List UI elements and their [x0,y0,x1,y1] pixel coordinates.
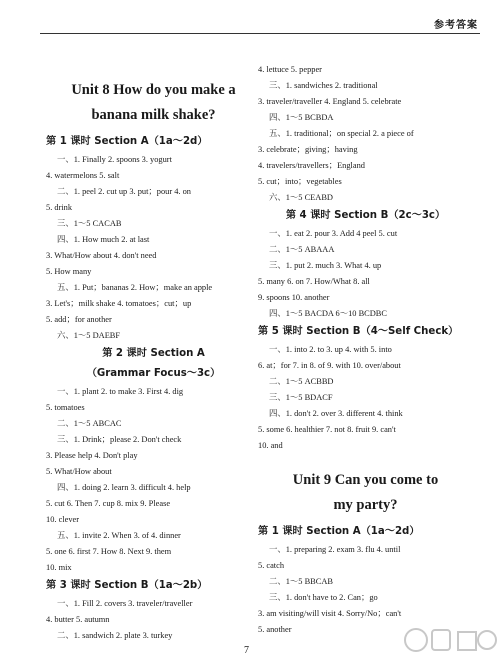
answer-line: 四、1. don't 2. over 3. different 4. think [269,409,403,418]
lesson-heading: 第 1 课时 Section A（1a～2d） [258,526,420,537]
left-column [46,78,261,644]
answer-line: 5. another [258,625,292,634]
answer-line: 三、1. Drink；please 2. Don't check [57,435,182,444]
lesson-heading: 第 4 课时 Section B（2c～3c） [285,210,446,221]
answer-line: 二、1. sandwich 2. plate 3. turkey [57,631,173,640]
answer-line: 三、1. sandwiches 2. traditional [269,81,378,90]
answer-line: 三、1. don't have to 2. Can；go [269,593,378,602]
lesson-heading: 第 5 课时 Section B（4～Self Check） [258,326,459,337]
answer-line: 5. many 6. on 7. How/What 8. all [258,277,370,286]
answer-line: 5. How many [46,267,92,276]
spacer [258,454,473,468]
answer-line: 五、1. Put；bananas 2. How；make an apple [57,283,213,292]
answer-line: 4. watermelons 5. salt [46,171,120,180]
unit-title: Unit 8 How do you make a [71,82,236,98]
answer-line: 3. Please help 4. Don't play [46,451,138,460]
lesson-heading: 第 2 课时 Section A [102,348,205,359]
answer-line: 二、1～5 ABAAA [269,245,335,254]
answer-line: 3. celebrate；giving；having [258,145,358,154]
page-number: 7 [244,645,249,656]
answer-line: 10. mix [46,563,72,572]
section-label: 参考答案 [434,20,478,31]
answer-line: 5. What/How about [46,467,112,476]
answer-line: 一、1. plant 2. to make 3. First 4. dig [57,387,184,396]
answer-line: 5. catch [258,561,285,570]
answer-line: 9. spoons 10. another [258,293,330,302]
answer-line: 3. traveler/traveller 4. England 5. celebrate [258,97,402,106]
answer-line: 三、1～5 CACAB [57,219,122,228]
answer-line: 4. travelers/travellers；England [258,161,365,170]
lesson-heading: 第 1 课时 Section A（1a～2d） [46,136,208,147]
answer-line: 四、1. doing 2. learn 3. difficult 4. help [57,483,191,492]
unit-title: Unit 9 Can you come to [292,472,439,488]
answer-line: 四、1. How much 2. at last [57,235,150,244]
answer-line: 六、1～5 CEABD [269,193,333,202]
answer-line: 5. some 6. healthier 7. not 8. fruit 9. can't [258,425,396,434]
answer-line: 3. What/How about 4. don't need [46,251,157,260]
lesson-heading: （Grammar Focus～3c） [86,368,221,379]
answer-line: 5. tomatoes [46,403,85,412]
answer-line: 五、1. traditional；on special 2. a piece of [269,129,414,138]
answer-line: 二、1. peel 2. cut up 3. put；pour 4. on [57,187,191,196]
page-header [0,0,500,40]
answer-line: 二、1～5 ABCAC [57,419,122,428]
answer-line: 一、1. into 2. to 3. up 4. with 5. into [269,345,392,354]
answer-line: 二、1～5 ACBBD [269,377,334,386]
answer-line: 二、1～5 BBCAB [269,577,333,586]
answer-line: 三、1. put 2. much 3. What 4. up [269,261,382,270]
answer-line: 5. cut 6. Then 7. cup 8. mix 9. Please [46,499,171,508]
answer-line: 一、1. Fill 2. covers 3. traveler/traveller [57,599,193,608]
unit-title: banana milk shake? [91,107,216,123]
answer-line: 3. am visiting/will visit 4. Sorry/No；can't [258,609,402,618]
answer-line: 5. add；for another [46,315,112,324]
answer-line: 四、1～5 BCBDA [269,113,334,122]
answer-line: 3. Let's；milk shake 4. tomatoes；cut；up [46,299,192,308]
answer-line: 6. at；for 7. in 8. of 9. with 10. over/about [258,361,401,370]
answer-line: 5. cut；into；vegetables [258,177,342,186]
answer-line: 5. drink [46,203,73,212]
answer-line: 一、1. Finally 2. spoons 3. yogurt [57,155,172,164]
answer-line: 10. and [258,441,283,450]
answer-line: 三、1～5 BDACF [269,393,333,402]
answer-line: 5. one 6. first 7. How 8. Next 9. them [46,547,172,556]
header-rule [40,33,480,34]
answer-line: 四、1～5 BACDA 6～10 BCDBC [269,309,387,318]
answer-line: 六、1～5 DAEBF [57,331,121,340]
right-column [258,62,473,638]
answer-line: 4. butter 5. autumn [46,615,110,624]
unit-title: my party? [333,497,398,513]
answer-line: 10. clever [46,515,80,524]
answer-line: 五、1. invite 2. When 3. of 4. dinner [57,531,181,540]
answer-line: 一、1. eat 2. pour 3. Add 4 peel 5. cut [269,229,398,238]
watermark-logo-icon [402,626,498,662]
answer-line: 4. lettuce 5. pepper [258,65,322,74]
answer-line: 一、1. preparing 2. exam 3. flu 4. until [269,545,401,554]
lesson-heading: 第 3 课时 Section B（1a～2b） [46,580,208,591]
